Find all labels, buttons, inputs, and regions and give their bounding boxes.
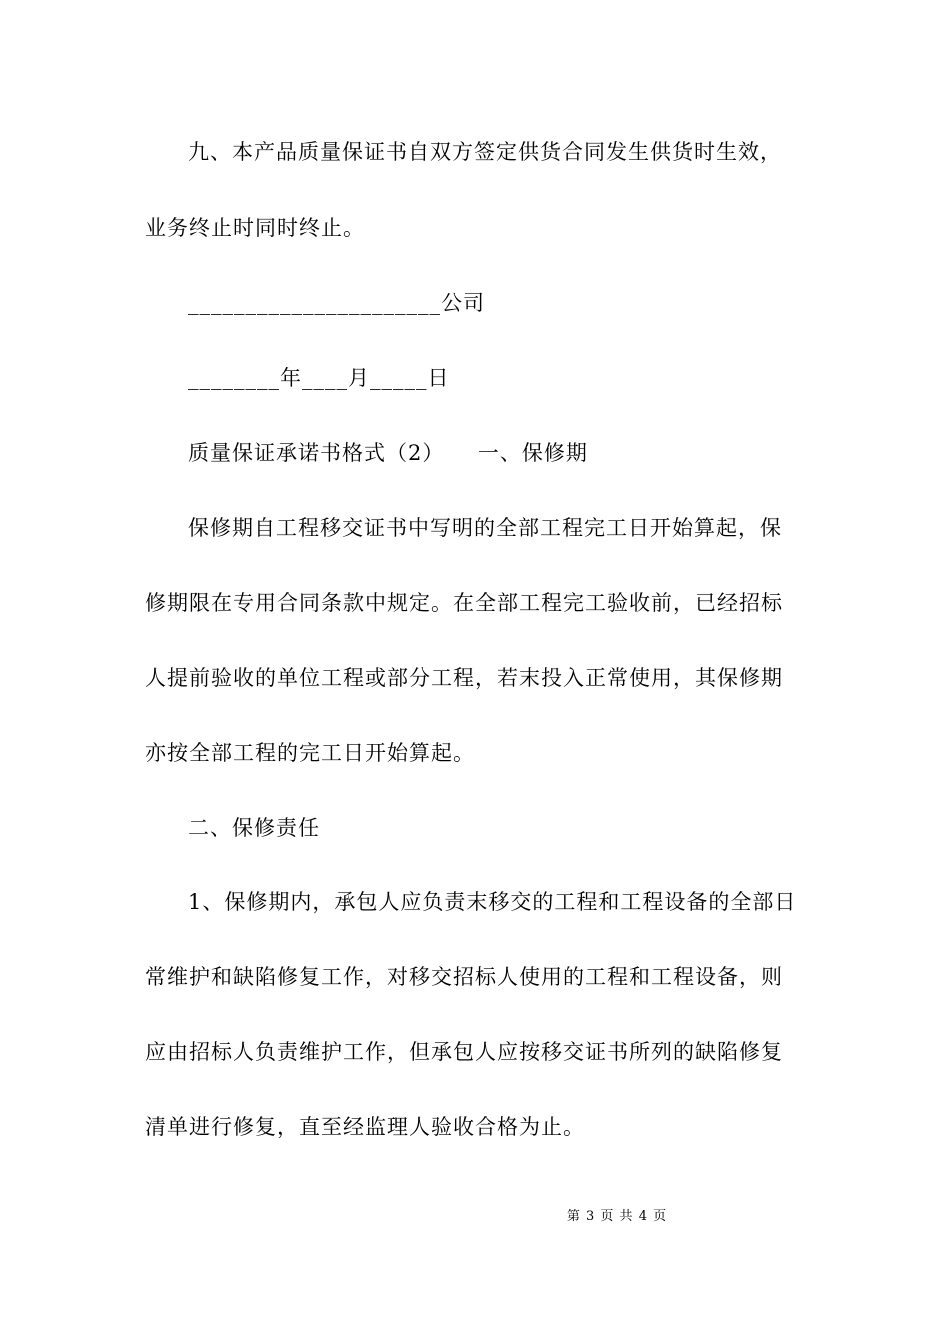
paragraph-line: 保修期自工程移交证书中写明的全部工程完工日开始算起，保 [188,516,782,540]
paragraph-line: 修期限在专用合同条款中规定。在全部工程完工验收前，已经招标 [145,591,783,615]
section-heading: 二、保修责任 [188,816,320,840]
paragraph-line: 清单进行修复，直至经监理人验收合格为止。 [145,1115,585,1139]
paragraph-line: 人提前验收的单位工程或部分工程，若末投入正常使用，其保修期 [145,666,783,690]
page-footer [0,1208,950,1226]
section-heading: 质量保证承诺书格式（2） 一、保修期 [188,441,588,465]
page-number: 第 3 页 共 4 页 [566,1209,668,1224]
paragraph-line: 1、保修期内，承包人应负责末移交的工程和工程设备的全部日 [188,890,797,914]
date-signature-line: ________年____月_____日 [188,366,450,390]
paragraph-line: 常维护和缺陷修复工作，对移交招标人使用的工程和工程设备，则 [145,965,783,989]
paragraph-line: 亦按全部工程的完工日开始算起。 [145,741,475,765]
paragraph-line: 九、本产品质量保证书自双方签定供货合同发生供货时生效， [188,140,782,164]
paragraph-line: 业务终止时同时终止。 [145,216,365,240]
company-signature-line: ______________________公司 [188,291,485,315]
paragraph-line: 应由招标人负责维护工作，但承包人应按移交证书所列的缺陷修复 [145,1040,783,1064]
